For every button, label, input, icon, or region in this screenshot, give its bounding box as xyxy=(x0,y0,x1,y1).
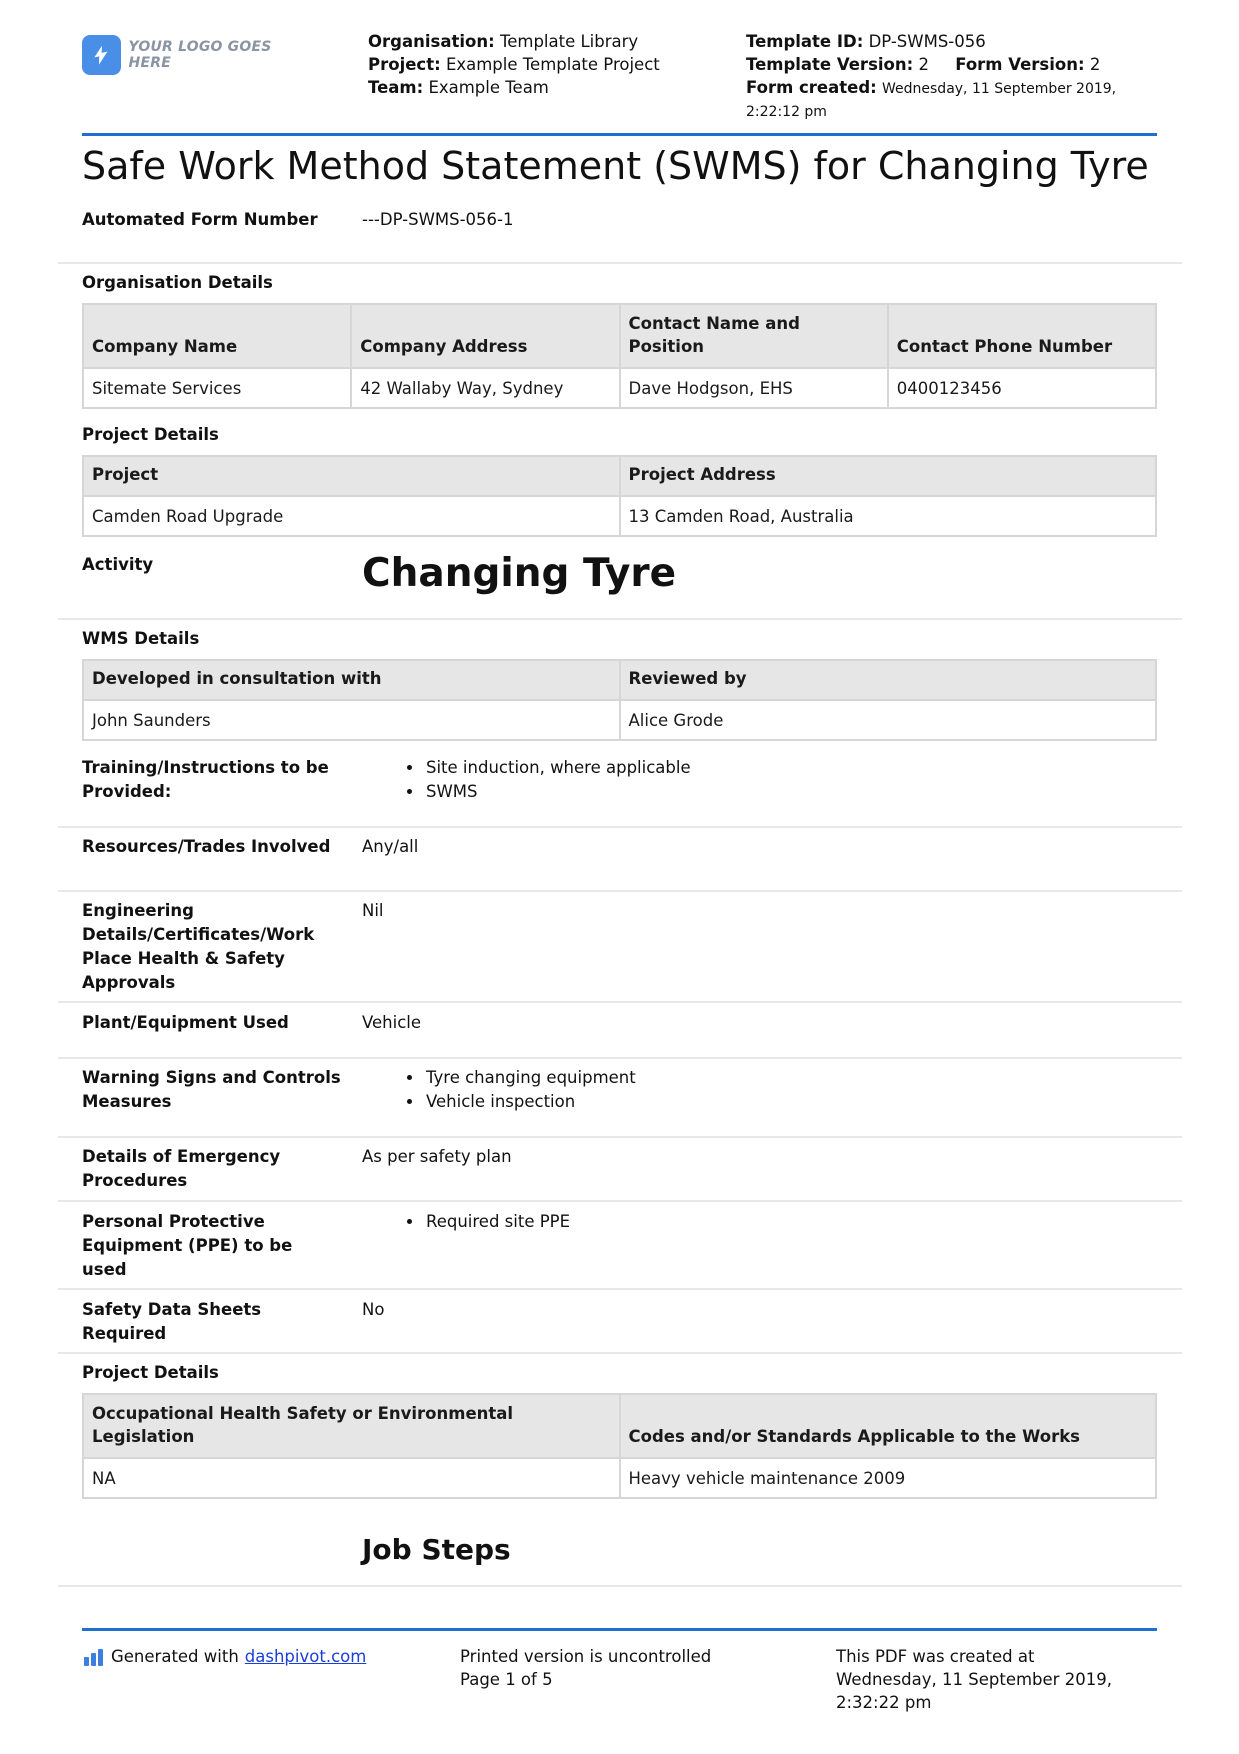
header-divider xyxy=(82,133,1157,136)
wms-details-heading: WMS Details xyxy=(82,629,200,648)
row-divider xyxy=(58,890,1182,892)
generated-prefix: Generated with xyxy=(111,1647,239,1666)
table-row xyxy=(83,700,1156,740)
dashpivot-link[interactable]: dashpivot.com xyxy=(244,1647,367,1666)
project-details-2-heading: Project Details xyxy=(82,1363,219,1382)
row-divider xyxy=(58,1288,1182,1290)
job-steps-heading: Job Steps xyxy=(362,1533,511,1566)
team-value: Example Team xyxy=(428,78,549,97)
plant-label: Plant/Equipment Used xyxy=(82,1013,289,1032)
form-number-value: ---DP-SWMS-056-1 xyxy=(362,210,514,229)
organisation-details-table xyxy=(82,303,1157,409)
logo-mark-icon xyxy=(82,35,121,75)
header-template-block xyxy=(746,30,1166,124)
project-details-table xyxy=(82,455,1157,537)
created-line-2: Wednesday, 11 September 2019, xyxy=(836,1670,1112,1689)
column-header: Project xyxy=(83,456,620,496)
form-number-label: Automated Form Number xyxy=(82,210,318,229)
footer-print-info xyxy=(460,1645,711,1691)
ppe-label: Personal Protective Equipment (PPE) to be used xyxy=(82,1212,293,1279)
list-item: • Tyre changing equipment xyxy=(424,1066,636,1090)
activity-value: Changing Tyre xyxy=(362,551,677,596)
legislation-cell: NA xyxy=(83,1458,620,1498)
form-created-value: Wednesday, 11 September 2019, xyxy=(882,81,1117,97)
team-label: Team: xyxy=(368,78,424,97)
contact-name-cell: Dave Hodgson, EHS xyxy=(620,368,888,408)
dashpivot-bars-icon xyxy=(84,1648,103,1666)
row-divider xyxy=(58,1200,1182,1202)
emergency-label: Details of Emergency Procedures xyxy=(82,1147,281,1190)
created-line-1: This PDF was created at xyxy=(836,1647,1035,1666)
logo-text: YOUR LOGO GOES HERE xyxy=(128,39,272,71)
organisation-label: Organisation: xyxy=(368,32,495,51)
created-line-3: 2:32:22 pm xyxy=(836,1693,932,1712)
engineering-label: Engineering Details/Certificates/Work Place Health & Safety Approvals xyxy=(82,901,315,992)
row-divider xyxy=(58,1136,1182,1138)
template-id-value: DP-SWMS-056 xyxy=(868,32,986,51)
column-header: Company Name xyxy=(83,304,351,368)
row-divider xyxy=(58,1352,1182,1354)
row-divider xyxy=(58,1585,1182,1587)
table-row xyxy=(83,368,1156,408)
template-id-label: Template ID: xyxy=(746,32,864,51)
row-divider xyxy=(58,1057,1182,1059)
company-name-cell: Sitemate Services xyxy=(83,368,351,408)
row-divider xyxy=(58,262,1182,264)
activity-label: Activity xyxy=(82,555,154,574)
page-number: Page 1 of 5 xyxy=(460,1670,553,1689)
list-item: • SWMS xyxy=(424,780,691,804)
form-version-value: 2 xyxy=(1089,55,1101,74)
template-version-label: Template Version: xyxy=(746,55,914,74)
table-row xyxy=(83,1458,1156,1498)
reviewed-by-cell: Alice Grode xyxy=(620,700,1157,740)
contact-phone-cell: 0400123456 xyxy=(888,368,1156,408)
uncontrolled-note: Printed version is uncontrolled xyxy=(460,1647,712,1666)
company-logo xyxy=(82,33,312,77)
header-org-block xyxy=(368,30,728,99)
row-divider xyxy=(58,1001,1182,1003)
organisation-details-heading: Organisation Details xyxy=(82,273,273,292)
page-title: Safe Work Method Statement (SWMS) for Changing Tyre xyxy=(82,144,1149,188)
training-list xyxy=(404,756,691,804)
emergency-value: As per safety plan xyxy=(362,1147,512,1166)
wms-details-table xyxy=(82,659,1157,741)
project-label: Project: xyxy=(368,55,441,74)
sds-value: No xyxy=(362,1300,385,1319)
codes-cell: Heavy vehicle maintenance 2009 xyxy=(620,1458,1157,1498)
footer-created-info xyxy=(836,1645,1156,1714)
column-header: Codes and/or Standards Applicable to the Works xyxy=(620,1394,1157,1458)
plant-value: Vehicle xyxy=(362,1013,422,1032)
consultation-cell: John Saunders xyxy=(83,700,620,740)
form-created-label: Form created: xyxy=(746,78,877,97)
resources-label: Resources/Trades Involved xyxy=(82,837,331,856)
list-item: • Vehicle inspection xyxy=(424,1090,636,1114)
table-row xyxy=(83,496,1156,536)
warning-label: Warning Signs and Controls Measures xyxy=(82,1068,341,1111)
project-details-heading: Project Details xyxy=(82,425,219,444)
form-created-time: 2:22:12 pm xyxy=(746,104,827,120)
column-header: Reviewed by xyxy=(620,660,1157,700)
column-header: Company Address xyxy=(351,304,619,368)
project-value: Example Template Project xyxy=(445,55,660,74)
column-header: Contact Phone Number xyxy=(888,304,1156,368)
resources-value: Any/all xyxy=(362,837,419,856)
company-address-cell: 42 Wallaby Way, Sydney xyxy=(351,368,619,408)
column-header: Developed in consultation with xyxy=(83,660,620,700)
organisation-value: Template Library xyxy=(499,32,639,51)
footer-generated xyxy=(84,1645,366,1668)
project-address-cell: 13 Camden Road, Australia xyxy=(620,496,1157,536)
row-divider xyxy=(58,618,1182,620)
engineering-value: Nil xyxy=(362,901,384,920)
form-version-label: Form Version: xyxy=(955,55,1085,74)
template-version-value: 2 xyxy=(918,55,929,74)
ppe-list xyxy=(404,1210,570,1234)
row-divider xyxy=(58,826,1182,828)
training-label: Training/Instructions to be Provided: xyxy=(82,758,329,801)
sds-label: Safety Data Sheets Required xyxy=(82,1300,262,1343)
column-header: Occupational Health Safety or Environmental Legislation xyxy=(83,1394,620,1458)
footer-divider xyxy=(82,1628,1157,1631)
list-item: • Required site PPE xyxy=(424,1210,570,1234)
column-header: Contact Name and Position xyxy=(620,304,888,368)
legislation-table xyxy=(82,1393,1157,1499)
list-item: • Site induction, where applicable xyxy=(424,756,691,780)
warning-list xyxy=(404,1066,636,1114)
column-header: Project Address xyxy=(620,456,1157,496)
project-cell: Camden Road Upgrade xyxy=(83,496,620,536)
